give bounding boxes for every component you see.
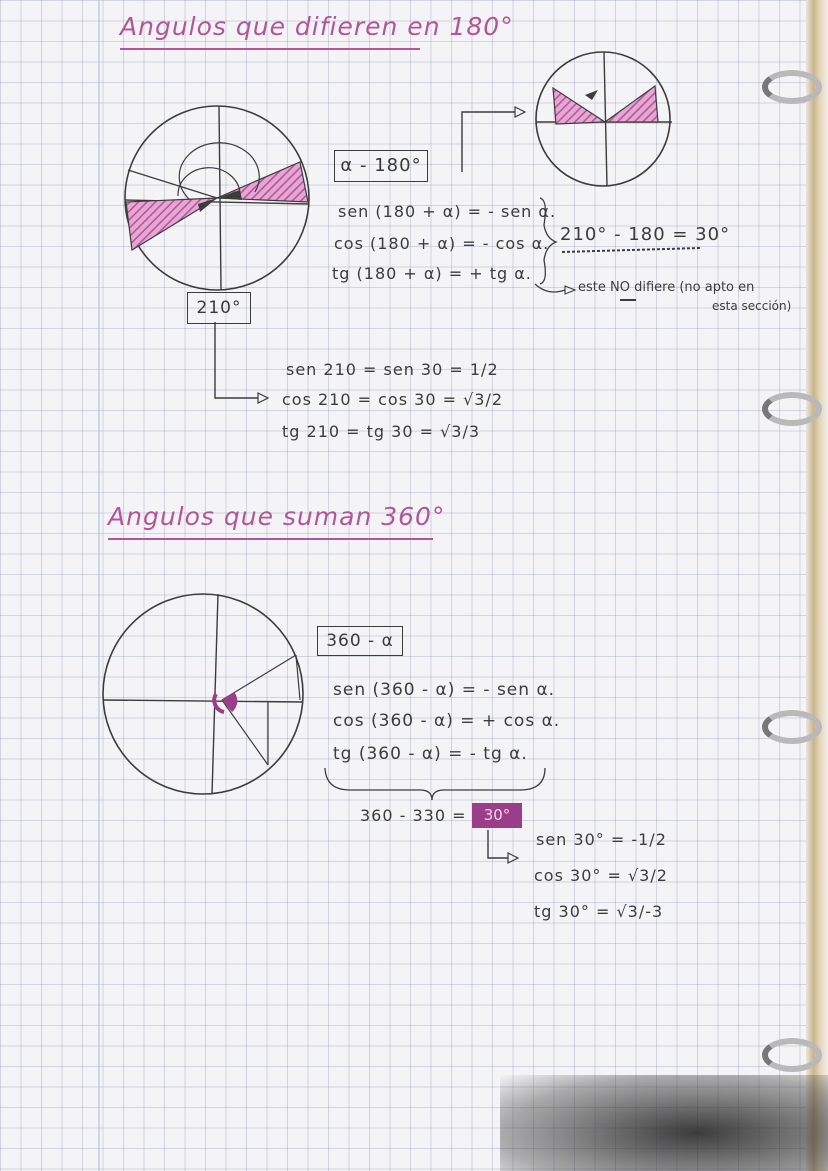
unit-circle-210 [125, 106, 309, 290]
angle-210-box: 210° [187, 292, 251, 324]
section1-title: Angulos que difieren en 180° [120, 12, 514, 41]
unit-circle-small [536, 52, 672, 186]
identity2-sen: sen (360 - α) = - sen α. [333, 680, 556, 700]
highlight-30: 30° [472, 803, 522, 828]
unit-circle-330 [103, 594, 303, 794]
identity2-tg: tg (360 - α) = - tg α. [333, 744, 528, 764]
value-cos30: cos 30° = √3/2 [534, 866, 668, 885]
identity-tg: tg (180 + α) = + tg α. [332, 264, 532, 283]
shadow [500, 1075, 828, 1171]
section2-title: Angulos que suman 360° [108, 502, 446, 531]
value-sen30: sen 30° = -1/2 [536, 830, 667, 849]
360-alpha-box: 360 - α [317, 626, 403, 656]
identity-cos: cos (180 + α) = - cos α. [334, 234, 550, 253]
reduction-210: 210° - 180 = 30° [560, 224, 731, 245]
identity-sen: sen (180 + α) = - sen α. [338, 202, 557, 221]
note-line2: esta sección) [712, 299, 792, 313]
reduction-360: 360 - 330 = [360, 806, 467, 825]
note-line1: este NO difiere (no apto en [578, 280, 755, 295]
title-underline [108, 538, 433, 540]
value-tg210: tg 210 = tg 30 = √3/3 [282, 422, 481, 441]
value-cos210: cos 210 = cos 30 = √3/2 [282, 390, 504, 409]
value-tg30: tg 30° = √3/-3 [534, 902, 664, 921]
alpha-180-box: α - 180° [334, 150, 428, 182]
value-sen210: sen 210 = sen 30 = 1/2 [286, 360, 499, 379]
identity2-cos: cos (360 - α) = + cos α. [333, 711, 561, 731]
